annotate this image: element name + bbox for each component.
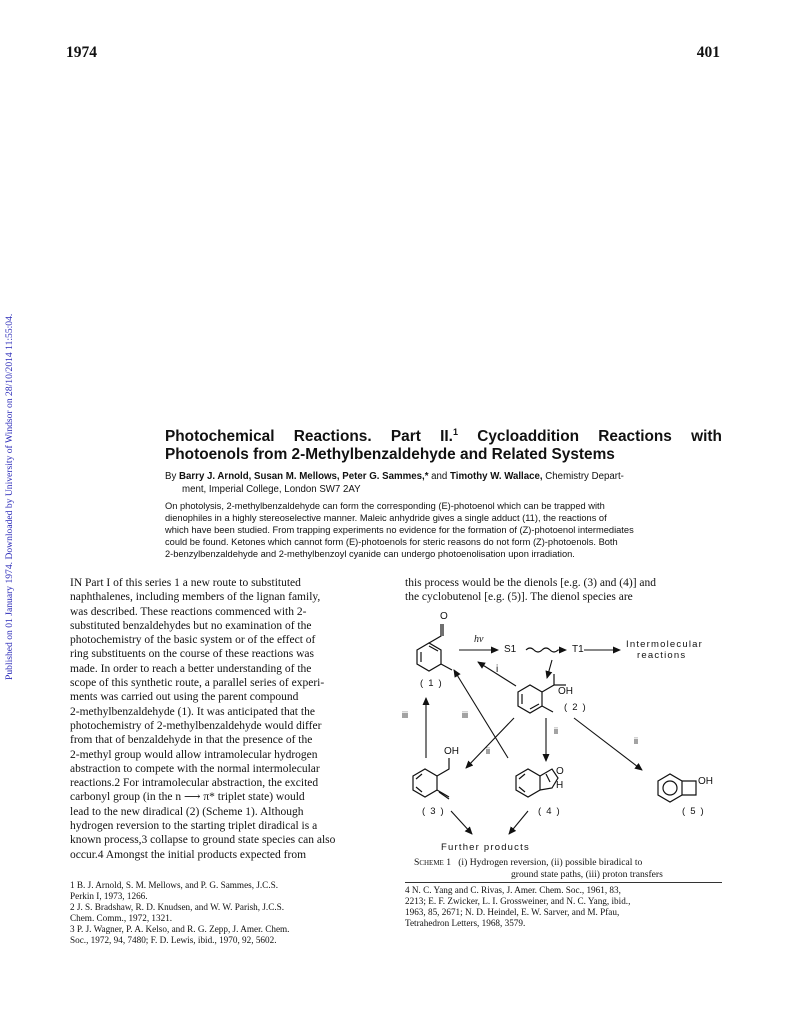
title-word: with <box>691 428 722 445</box>
atom-o-1: O <box>440 611 448 622</box>
atom-oh-2: OH <box>558 686 573 697</box>
abstract-line: could be found. Ketones which cannot form (E)-photoenols for steric reasons do not form (Z)-photoenols. Both <box>165 537 618 548</box>
affiliation-line-2: ment, Imperial College, London SW7 2AY <box>182 484 361 495</box>
footnote-line: 3 P. J. Wagner, P. A. Kelso, and R. G. Zepp, J. Amer. Chem. <box>70 924 290 934</box>
structure-5 <box>658 774 696 802</box>
compound-label-2: ( 2 ) <box>564 702 587 713</box>
body-line: was described. These reactions commenced with 2- <box>70 605 307 618</box>
body-line: the cyclobutenol [e.g. (5)]. The dienol species are <box>405 591 633 604</box>
compound-label-1: ( 1 ) <box>420 678 443 689</box>
arrow-4-to-products <box>509 811 528 834</box>
affiliation: Chemistry Depart- <box>542 471 624 482</box>
body-line: abstraction to compete with the normal intermolecular <box>70 762 320 775</box>
title-word: Cycloaddition <box>477 428 580 445</box>
body-line: ring substituents on the course of these reactions was <box>70 648 314 661</box>
arrow-label-iii: iii <box>462 710 468 720</box>
footnote-line: 2213; E. F. Zwicker, L. I. Grossweiner, and N. C. Yang, ibid., <box>405 896 631 906</box>
running-header-year: 1974 <box>66 44 97 61</box>
footnote-line: 4 N. C. Yang and C. Rivas, J. Amer. Chem. Soc., 1961, 83, <box>405 885 621 895</box>
structure-4 <box>516 769 558 797</box>
body-line: 2-methylbenzaldehyde (1). It was anticipated that the <box>70 705 315 718</box>
body-line: IN Part I of this series 1 a new route to substituted <box>70 577 301 589</box>
atom-oh-3: OH <box>444 746 459 757</box>
body-line: scope of this synthetic route, a parallel series of experi- <box>70 677 325 690</box>
footnote-line: Perkin I, 1973, 1266. <box>70 891 148 901</box>
body-line: lead to the new diradical (2) (Scheme 1). Although <box>70 805 304 818</box>
title-word: II.$^1$ <box>440 426 458 445</box>
body-line: ments was carried out using the parent compound <box>70 691 299 704</box>
abstract <box>165 500 722 560</box>
arrow-t1-to-2 <box>547 660 552 678</box>
footnote-line: Chem. Comm., 1972, 1321. <box>70 913 173 923</box>
body-line: photochemistry of the basic system or of the effect of <box>70 634 316 647</box>
page-number: 401 <box>696 44 720 61</box>
arrow-label-ii: ii <box>486 746 490 756</box>
body-line: occur.4 Amongst the initial products expected from <box>70 848 307 861</box>
body-line: carbonyl group (in the n ⟶ π* triplet state) would <box>70 791 305 804</box>
title-word: Part <box>390 428 421 445</box>
title-word: Reactions <box>598 428 672 445</box>
download-watermark <box>2 210 18 680</box>
compound-label-4: ( 4 ) <box>538 806 561 817</box>
structure-1 <box>417 624 452 671</box>
title-word: Reactions. <box>293 428 372 445</box>
compound-label-3: ( 3 ) <box>422 806 445 817</box>
caption-text: (i) Hydrogen reversion, (ii) possible biradical to <box>458 857 643 868</box>
scheme-caption <box>414 857 734 880</box>
intermolecular-label: Intermolecular <box>626 639 703 650</box>
body-line: 2-methyl group would allow intramolecular hydrogen <box>70 748 318 761</box>
body-line: naphthalenes, including members of the lignan family, <box>70 591 321 604</box>
body-line: reactions.2 For intramolecular abstraction, the excited <box>70 777 319 790</box>
arrow-label-i: i <box>496 664 499 675</box>
footnote-rule <box>405 882 722 883</box>
footnotes-right <box>405 885 722 929</box>
atom-o-4: O <box>556 766 564 777</box>
atom-oh-5: OH <box>698 776 713 787</box>
reactions-label: reactions <box>637 650 687 661</box>
body-column-left <box>70 576 389 862</box>
arrow-label-iii: iii <box>402 710 408 720</box>
body-line: known process,3 collapse to ground state species can also <box>70 834 336 847</box>
body-line: photochemistry of 2-methylbenzaldehyde would differ <box>70 719 322 732</box>
abstract-line: which have been studied. From trapping experiments no evidence for the formation of (Z)-photoenol intermediates <box>165 525 634 536</box>
body-line: hydrogen reversion to the starting triplet diradical is a <box>70 820 318 833</box>
wavy-arrow-isc <box>526 648 566 652</box>
author-last: Timothy W. Wallace, <box>447 471 543 482</box>
footnotes-left <box>70 880 389 946</box>
footnote-line: 1963, 85, 2671; N. D. Heindel, E. W. Sarver, and M. Pfau, <box>405 907 620 917</box>
download-watermark-text[interactable]: Published on 01 January 1974. Downloaded by University of Windsor on 28/10/2014 11:55:04. <box>4 313 15 680</box>
title-line-2: Photoenols from 2-Methylbenzaldehyde and Related Systems <box>165 446 615 463</box>
t1-label: T1 <box>572 644 584 655</box>
body-line: this process would be the dienols [e.g. (3) and (4)] and <box>405 577 657 589</box>
body-line: made. In order to reach a better understanding of the <box>70 662 312 675</box>
footnote-line: 2 J. S. Bradshaw, R. D. Knudsen, and W. W. Parish, J.C.S. <box>70 902 285 912</box>
authors-and: and <box>431 471 448 482</box>
caption-label: Scheme 1 <box>414 857 452 868</box>
compound-label-5: ( 5 ) <box>682 806 705 817</box>
abstract-line: On photolysis, 2-methylbenzaldehyde can form the corresponding (E)-photoenol which can be trapped with <box>165 501 605 511</box>
arrow-label-ii: ii <box>554 726 558 736</box>
authors-by: By <box>165 471 177 482</box>
arrow-label-ii: ii <box>634 736 638 746</box>
footnote-line: Soc., 1972, 94, 7480; F. D. Lewis, ibid., 1970, 92, 5602. <box>70 935 277 945</box>
structure-3 <box>413 758 449 799</box>
abstract-line: dienophiles in a highly stereoselective manner. Maleic anhydride gives a single adduct (11), the reactions of <box>165 513 607 524</box>
author-names: Barry J. Arnold, Susan M. Mellows, Peter G. Sammes,* <box>179 471 432 482</box>
further-products-label: Further products <box>441 842 530 853</box>
article-title <box>165 428 722 464</box>
title-line-1 <box>165 428 722 446</box>
arrow-3-to-products <box>451 811 472 834</box>
arrow-ii-to-5 <box>574 718 642 770</box>
arrow-ii-to-3 <box>466 718 514 768</box>
body-line: from that of benzaldehyde in that the presence of the <box>70 734 313 747</box>
abstract-line: 2-benzylbenzaldehyde and 2-methylbenzoyl cyanide can undergo photoenolisation upon irradiation. <box>165 549 575 560</box>
body-line: substituted benzaldehydes but no examination of the <box>70 619 312 632</box>
author-block <box>165 470 722 496</box>
caption-text-2: ground state paths, (iii) proton transfers <box>511 868 663 880</box>
footnote-line: Tetrahedron Letters, 1968, 3579. <box>405 918 526 928</box>
footnote-line: 1 B. J. Arnold, S. M. Mellows, and P. G. Sammes, J.C.S. <box>70 880 279 890</box>
body-column-right <box>405 576 722 605</box>
title-footnote-ref[interactable]: 1 <box>452 426 458 437</box>
hv-label: hν <box>474 634 484 645</box>
scheme-1-diagram <box>396 606 736 864</box>
s1-label: S1 <box>504 644 517 655</box>
title-word: Photochemical <box>165 428 275 445</box>
atom-h-4: H <box>556 780 564 791</box>
